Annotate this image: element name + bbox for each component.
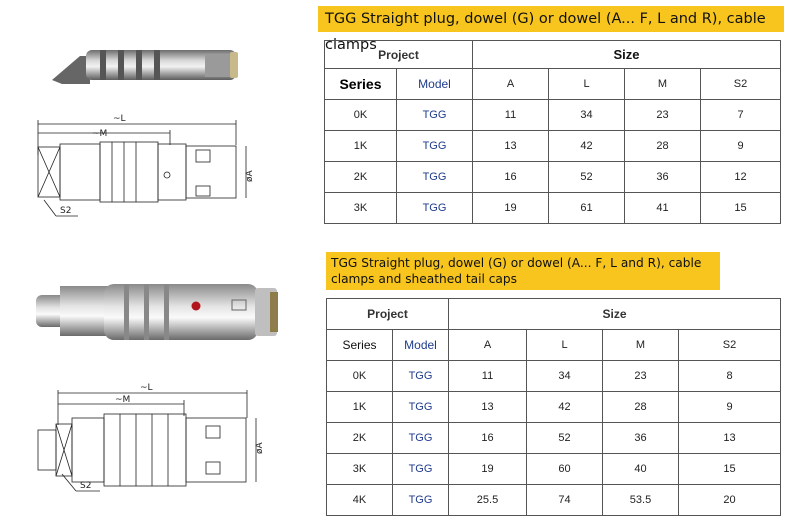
table-row xyxy=(325,162,781,193)
model-cell: TGG xyxy=(397,162,473,193)
series-cell: 4K xyxy=(327,485,393,516)
value-cell: 16 xyxy=(473,162,549,193)
value-cell: 41 xyxy=(625,193,701,224)
plug-photo-bottom xyxy=(36,284,278,340)
value-cell: 53.5 xyxy=(603,485,679,516)
value-cell: 23 xyxy=(625,100,701,131)
value-cell: 13 xyxy=(473,131,549,162)
value-cell: 9 xyxy=(701,131,781,162)
header-col-A: A xyxy=(473,69,549,100)
value-cell: 60 xyxy=(527,454,603,485)
table-row xyxy=(325,131,781,162)
table-row xyxy=(325,193,781,224)
value-cell: 25.5 xyxy=(449,485,527,516)
dim-label-M-bottom: ~M xyxy=(115,395,131,405)
series-cell: 3K xyxy=(327,454,393,485)
header-series: Series xyxy=(327,330,393,361)
model-cell: TGG xyxy=(393,361,449,392)
value-cell: 13 xyxy=(449,392,527,423)
value-cell: 23 xyxy=(603,361,679,392)
header-project: Project xyxy=(325,41,473,69)
table-row xyxy=(327,485,781,516)
technical-drawing-bottom xyxy=(38,390,256,486)
section-title-bottom: TGG Straight plug, dowel (G) or dowel (A... F, L and R), cable clamps and sheathed tail caps xyxy=(326,252,720,290)
table-row xyxy=(327,454,781,485)
table-row xyxy=(327,423,781,454)
series-cell: 1K xyxy=(325,131,397,162)
dim-label-S2-top: S2 xyxy=(60,206,72,216)
series-cell: 2K xyxy=(325,162,397,193)
value-cell: 9 xyxy=(679,392,781,423)
series-cell: 1K xyxy=(327,392,393,423)
value-cell: 52 xyxy=(549,162,625,193)
value-cell: 28 xyxy=(603,392,679,423)
value-cell: 28 xyxy=(625,131,701,162)
value-cell: 8 xyxy=(679,361,781,392)
plug-photo-top xyxy=(52,50,238,84)
value-cell: 52 xyxy=(527,423,603,454)
series-cell: 0K xyxy=(325,100,397,131)
table-row xyxy=(325,100,781,131)
model-cell: TGG xyxy=(397,193,473,224)
value-cell: 13 xyxy=(679,423,781,454)
value-cell: 61 xyxy=(549,193,625,224)
value-cell: 36 xyxy=(603,423,679,454)
model-cell: TGG xyxy=(397,100,473,131)
header-model: Model xyxy=(393,330,449,361)
header-size: Size xyxy=(449,299,781,330)
series-cell: 0K xyxy=(327,361,393,392)
value-cell: 19 xyxy=(473,193,549,224)
value-cell: 74 xyxy=(527,485,603,516)
header-size: Size xyxy=(473,41,781,69)
dim-label-A-bottom: øA xyxy=(255,442,265,454)
value-cell: 12 xyxy=(701,162,781,193)
value-cell: 34 xyxy=(527,361,603,392)
dim-label-M-top: ~M xyxy=(92,129,108,139)
header-col-S2: S2 xyxy=(679,330,781,361)
model-cell: TGG xyxy=(393,392,449,423)
model-cell: TGG xyxy=(397,131,473,162)
value-cell: 15 xyxy=(701,193,781,224)
technical-drawing-top xyxy=(38,120,246,202)
header-project: Project xyxy=(327,299,449,330)
value-cell: 11 xyxy=(449,361,527,392)
section-title-top: TGG Straight plug, dowel (G) or dowel (A... F, L and R), cable clamps xyxy=(318,6,784,32)
value-cell: 40 xyxy=(603,454,679,485)
header-col-M: M xyxy=(603,330,679,361)
header-col-L: L xyxy=(527,330,603,361)
value-cell: 19 xyxy=(449,454,527,485)
table-row xyxy=(327,392,781,423)
header-series: Series xyxy=(325,69,397,100)
value-cell: 42 xyxy=(549,131,625,162)
header-col-A: A xyxy=(449,330,527,361)
dim-label-L-bottom: ~L xyxy=(140,383,153,393)
series-cell: 2K xyxy=(327,423,393,454)
header-model: Model xyxy=(397,69,473,100)
header-col-L: L xyxy=(549,69,625,100)
header-col-M: M xyxy=(625,69,701,100)
dim-label-L-top: ~L xyxy=(113,114,126,124)
header-col-S2: S2 xyxy=(701,69,781,100)
size-table-bottom xyxy=(326,298,781,516)
dim-label-A-top: øA xyxy=(245,170,255,182)
model-cell: TGG xyxy=(393,423,449,454)
value-cell: 7 xyxy=(701,100,781,131)
value-cell: 15 xyxy=(679,454,781,485)
model-cell: TGG xyxy=(393,485,449,516)
table-row xyxy=(327,361,781,392)
value-cell: 16 xyxy=(449,423,527,454)
value-cell: 36 xyxy=(625,162,701,193)
series-cell: 3K xyxy=(325,193,397,224)
value-cell: 20 xyxy=(679,485,781,516)
dim-label-S2-bottom: S2 xyxy=(80,481,92,491)
model-cell: TGG xyxy=(393,454,449,485)
value-cell: 34 xyxy=(549,100,625,131)
value-cell: 11 xyxy=(473,100,549,131)
size-table-top xyxy=(324,40,781,224)
value-cell: 42 xyxy=(527,392,603,423)
